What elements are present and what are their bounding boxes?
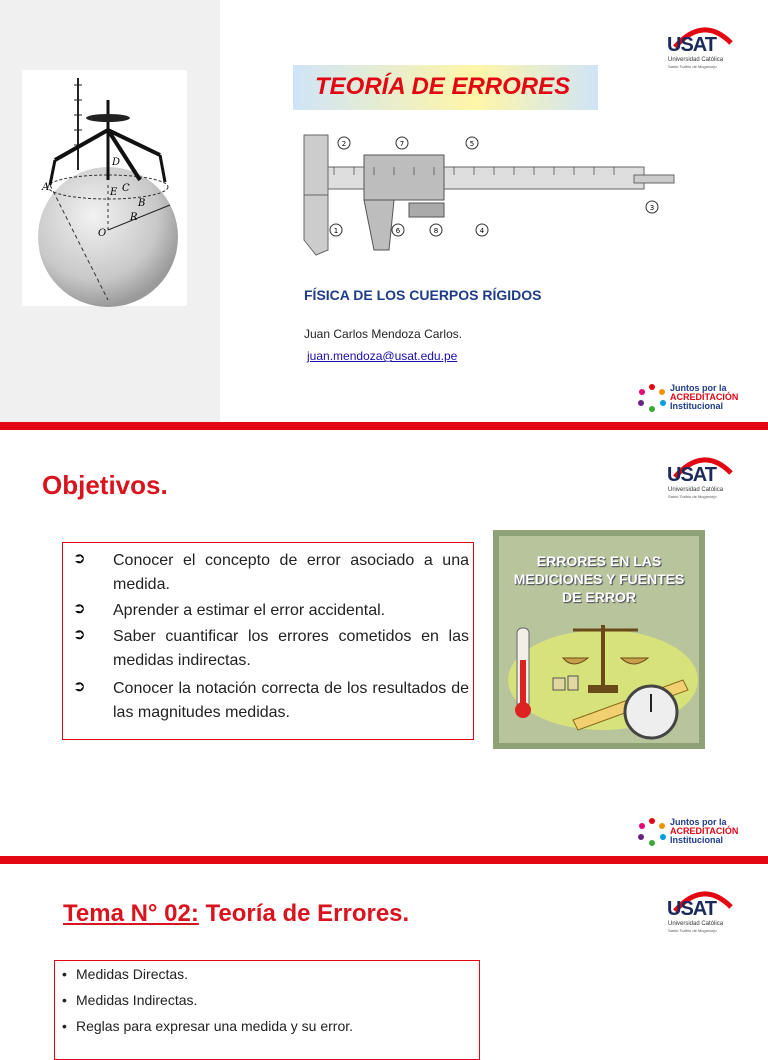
juntos-acreditacion-logo [636,816,739,848]
juntos-line-3: Institucional [670,835,724,845]
usat-logo [667,16,737,69]
topic-text: Reglas para expresar una medida y su error. [76,1018,354,1034]
slide-tema [0,864,768,1034]
usat-wordmark: USAT [667,464,716,486]
arrow-right-icon: ➲ [73,600,86,617]
spherometer-illustration [0,0,220,422]
objective-text: Conocer la notación correcta de los resultados de las magnitudes medidas. [113,680,469,721]
objectives-list [62,542,474,740]
juntos-line-2: ACREDITACIÓN [670,826,739,836]
usat-wordmark: USAT [667,34,716,56]
caliper-callout-2: 2 [341,140,347,148]
spherometer-panel [0,0,220,422]
caliper-callout-7: 7 [399,140,405,148]
list-item [63,677,473,725]
list-item [62,992,197,1008]
caliper-callout-8: 8 [433,227,439,235]
caliper-callout-1: 1 [333,227,339,235]
usat-subtitle-2: Santo Toribio de Mogrovejo [668,64,717,69]
slide-divider [0,422,768,430]
slide-title [0,0,768,422]
list-item [63,549,473,597]
bullet-icon: • [62,992,67,1008]
tema-topics-list [54,960,480,1060]
slide-title-text: TEORÍA DE ERRORES [315,73,571,100]
sph-label-e: E [110,187,118,198]
bullet-icon: • [62,1018,67,1034]
arrow-right-icon: ➲ [73,678,86,695]
course-subtitle: FÍSICA DE LOS CUERPOS RÍGIDOS [304,287,542,303]
arrow-right-icon: ➲ [73,550,86,567]
author-email-link[interactable]: juan.mendoza@usat.edu.pe [307,349,458,363]
list-item [63,625,473,673]
errores-heading: ERRORES EN LAS MEDICIONES Y FUENTES DE ERROR [513,553,685,605]
usat-wordmark: USAT [667,898,716,920]
sph-label-o: O [98,228,107,239]
objetivos-title: Objetivos. [42,470,168,500]
usat-subtitle: Universidad Católica [668,921,724,927]
caliper-callout-4: 4 [479,227,485,235]
objective-text: Saber cuantificar los errores cometidos en las medidas indirectas. [113,628,469,669]
usat-subtitle-2: Santo Toribio de Mogrovejo [668,928,717,933]
usat-logo [667,446,737,499]
juntos-line-1: Juntos por la [670,383,727,393]
arrow-right-icon: ➲ [73,626,86,643]
objective-text: Aprender a estimar el error accidental. [113,602,386,619]
caliper-callout-6: 6 [395,227,401,235]
acreditacion-icon [636,816,668,848]
juntos-acreditacion-logo [636,382,739,414]
caliper-callout-5: 5 [469,140,475,148]
slide-divider [0,856,768,864]
list-item [62,966,188,982]
juntos-line-1: Juntos por la [670,817,727,827]
bullet-icon: • [62,966,67,982]
sph-label-a: A [42,182,50,193]
objective-text: Conocer el concepto de error asociado a una medida. [113,552,469,593]
title-banner [293,65,598,110]
juntos-line-3: Institucional [670,401,724,411]
list-item [62,1018,353,1034]
topic-text: Medidas Directas. [76,966,189,982]
author-name: Juan Carlos Mendoza Carlos. [304,327,463,341]
usat-subtitle: Universidad Católica [668,487,724,493]
sph-label-c: C [122,183,130,194]
sph-label-d: D [112,157,121,168]
juntos-line-2: ACREDITACIÓN [670,392,739,402]
tema-name: Teoría de Errores. [198,900,410,927]
sph-label-r: R [130,212,138,223]
caliper-callout-3: 3 [649,204,655,212]
tema-number: Tema N° 02: [63,900,199,927]
acreditacion-icon [636,382,668,414]
usat-subtitle: Universidad Católica [668,57,724,63]
vernier-caliper-illustration [294,125,678,265]
errores-illustration [493,530,705,749]
tema-title [63,900,409,928]
sph-label-b: B [138,198,146,209]
topic-text: Medidas Indirectas. [76,992,198,1008]
usat-logo [667,880,737,933]
slide-objetivos [0,430,768,856]
usat-subtitle-2: Santo Toribio de Mogrovejo [668,494,717,499]
list-item [63,599,473,623]
